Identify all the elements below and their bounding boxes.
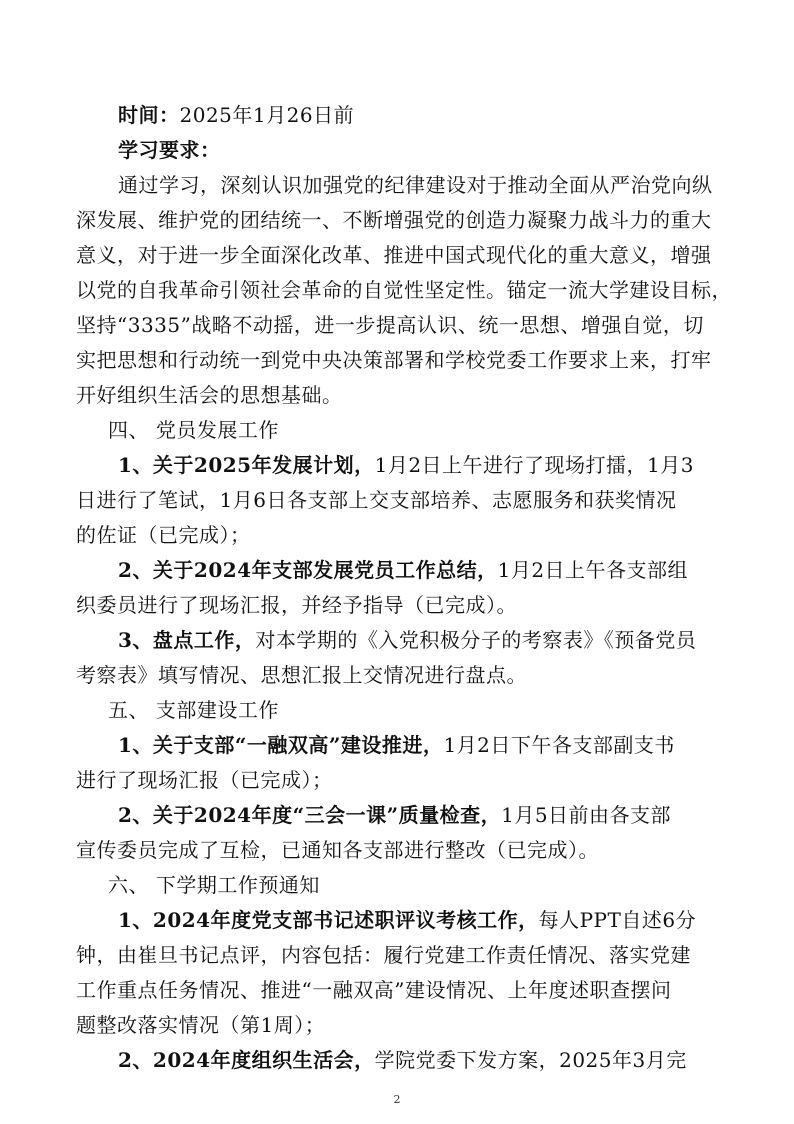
item-title: 2、关于2024年支部发展党员工作总结， — [118, 558, 498, 582]
page-number: 2 — [393, 1093, 401, 1106]
study-paragraph-line: 深发展、维护党的团结统一、不断增强党的创造力凝聚力战斗力的重大 — [76, 208, 712, 232]
list-item — [118, 803, 671, 827]
list-item — [118, 908, 696, 932]
item-continuation: 钟，由崔旦书记点评，内容包括：履行党建工作责任情况、落实党建 — [76, 943, 691, 967]
time-line — [118, 103, 354, 127]
study-heading: 学习要求： — [118, 138, 221, 162]
item-continuation: 工作重点任务情况、推进“一融双高”建设情况、上年度述职查摆问 — [76, 978, 672, 1002]
study-paragraph-line: 坚持“3335”战略不动摇，进一步提高认识、统一思想、增强自觉，切 — [76, 313, 704, 337]
item-title: 3、盘点工作， — [118, 628, 256, 652]
item-text: 每人PPT自述6分 — [538, 908, 697, 932]
study-paragraph-line: 实把思想和行动统一到党中央决策部署和学校党委工作要求上来，打牢 — [76, 348, 712, 372]
study-paragraph-line: 意义，对于进一步全面深化改革、推进中国式现代化的重大意义，增强 — [76, 243, 712, 267]
item-continuation: 宣传委员完成了互检，已通知各支部进行整改（已完成）。 — [76, 838, 599, 862]
list-item — [118, 558, 688, 582]
item-continuation: 织委员进行了现场汇报，并经予指导（已完成）。 — [76, 593, 517, 617]
time-label: 时间： — [118, 103, 180, 127]
study-paragraph-line: 通过学习，深刻认识加强党的纪律建设对于推动全面从严治党向纵 — [118, 173, 713, 197]
section-heading: 四、 党员发展工作 — [108, 418, 279, 442]
item-text: 1月2日下午各支部副支书 — [443, 733, 675, 757]
item-title: 2、关于2024年度“三会一课”质量检查， — [118, 803, 502, 827]
study-paragraph-line: 以党的自我革命引领社会革命的自觉性坚定性。锚定一流大学建设目标， — [76, 278, 732, 302]
item-title: 1、关于2025年发展计划， — [118, 453, 375, 477]
list-item — [118, 733, 675, 757]
item-title: 1、2024年度党支部书记述职评议考核工作， — [118, 908, 539, 932]
list-item — [118, 628, 696, 652]
study-paragraph-line: 开好组织生活会的思想基础。 — [76, 383, 343, 407]
list-item — [118, 453, 694, 477]
item-text: 1月5日前由各支部 — [501, 803, 672, 827]
time-value: 2025年1月26日前 — [179, 103, 355, 127]
item-text: 1月2日上午各支部组 — [497, 558, 689, 582]
item-title: 2、2024年度组织生活会， — [118, 1048, 375, 1072]
item-continuation: 进行了现场汇报（已完成）； — [76, 768, 333, 792]
section-heading: 五、 支部建设工作 — [108, 698, 279, 722]
item-continuation: 考察表》填写情况、思想汇报上交情况进行盘点。 — [76, 663, 527, 687]
item-continuation: 的佐证（已完成）； — [76, 523, 251, 547]
section-heading: 六、 下学期工作预通知 — [108, 873, 320, 897]
item-title: 1、关于支部“一融双高”建设推进， — [118, 733, 444, 757]
item-text: 学院党委下发方案，2025年3月完 — [374, 1048, 687, 1072]
item-text: 1月2日上午进行了现场打擂，1月3 — [374, 453, 694, 477]
list-item — [118, 1048, 687, 1072]
item-continuation: 题整改落实情况（第1周）； — [76, 1013, 326, 1037]
item-text: 对本学期的《入党积极分子的考察表》《预备党员 — [255, 628, 697, 652]
item-continuation: 日进行了笔试，1月6日各支部上交支部培养、志愿服务和获奖情况 — [76, 488, 677, 512]
